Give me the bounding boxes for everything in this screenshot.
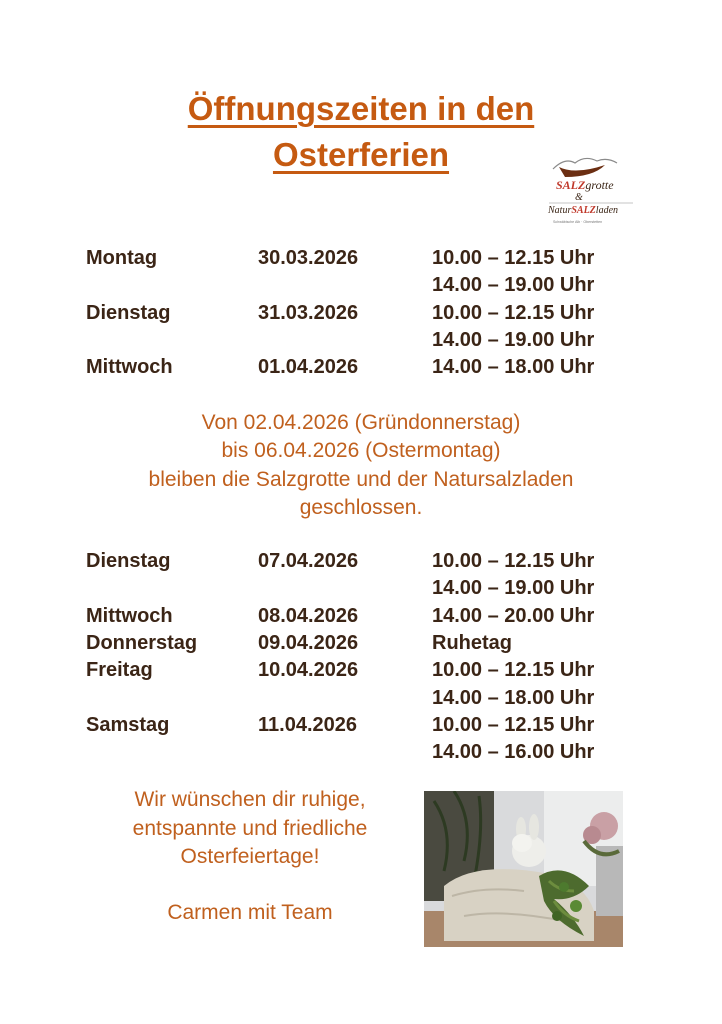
schedule-day: Mittwoch (86, 356, 173, 379)
svg-text:SALZgrotte (556, 178, 614, 192)
svg-text:NaturSALZladen (547, 205, 618, 216)
schedule-time: Ruhetag (432, 631, 512, 654)
salzgrotte-logo (545, 155, 637, 227)
schedule-time: 10.00 – 12.15 Uhr (432, 713, 595, 736)
schedule-time: 14.00 – 18.00 Uhr (432, 356, 595, 379)
schedule-time: 10.00 – 12.15 Uhr (432, 659, 595, 682)
schedule-time: 14.00 – 16.00 Uhr (432, 741, 595, 764)
logo-natur: Natur (548, 205, 572, 216)
closure-note-line-2: bis 06.04.2026 (Ostermontag) (221, 439, 501, 462)
page-title-line-2: Osterferien (272, 136, 450, 173)
schedule-day: Donnerstag (86, 631, 198, 654)
logo-mountain-icon (553, 158, 617, 169)
easter-bunny-photo (424, 791, 623, 947)
schedule-date: 31.03.2026 (258, 301, 359, 324)
schedule-time: 14.00 – 19.00 Uhr (432, 328, 595, 351)
schedule-time: 14.00 – 19.00 Uhr (432, 274, 595, 297)
logo-ampersand: & (575, 192, 583, 203)
schedule-date: 01.04.2026 (258, 356, 359, 379)
logo-salz-accent: SALZ (556, 178, 586, 192)
schedule-day: Dienstag (86, 550, 171, 572)
schedule-time: 10.00 – 12.15 Uhr (432, 247, 595, 269)
schedule-time: 10.00 – 12.15 Uhr (432, 550, 595, 572)
page-title-line-1: Öffnungszeiten in den (187, 90, 535, 127)
logo-laden: laden (595, 205, 619, 216)
schedule-date: 11.04.2026 (258, 713, 357, 736)
wishes-line-2: entspannte und friedliche (132, 817, 368, 840)
schedule-day: Dienstag (86, 301, 171, 324)
schedule-time: 14.00 – 20.00 Uhr (432, 604, 595, 627)
schedule-date: 10.04.2026 (258, 659, 359, 682)
schedule-time: 14.00 – 18.00 Uhr (432, 686, 595, 709)
closure-note-line-4: geschlossen. (299, 496, 423, 519)
schedule-time: 14.00 – 19.00 Uhr (432, 577, 595, 600)
schedule-day: Samstag (86, 713, 170, 736)
schedule-date: 30.03.2026 (258, 247, 359, 269)
schedule-date: 08.04.2026 (258, 604, 359, 627)
logo-salz-accent-2: SALZ (571, 205, 596, 216)
schedule-time: 10.00 – 12.15 Uhr (432, 301, 595, 324)
closure-note-line-1: Von 02.04.2026 (Gründonnerstag) (201, 411, 521, 434)
logo-tagline: Schwäbische Alb · Oberstetten (553, 220, 603, 224)
schedule-day: Montag (86, 247, 158, 269)
schedule-day: Mittwoch (86, 604, 173, 627)
schedule-date: 07.04.2026 (258, 550, 359, 572)
signature: Carmen mit Team (167, 901, 333, 924)
schedule-day: Freitag (86, 659, 153, 682)
wishes-line-3: Osterfeiertage! (180, 845, 320, 868)
schedule-date: 09.04.2026 (258, 631, 359, 654)
logo-grotte: grotte (585, 178, 614, 192)
closure-note-line-3: bleiben die Salzgrotte und der Natursalzladen (148, 468, 574, 491)
logo-swoosh-icon (559, 165, 605, 177)
wishes-line-1: Wir wünschen dir ruhige, (134, 788, 366, 811)
